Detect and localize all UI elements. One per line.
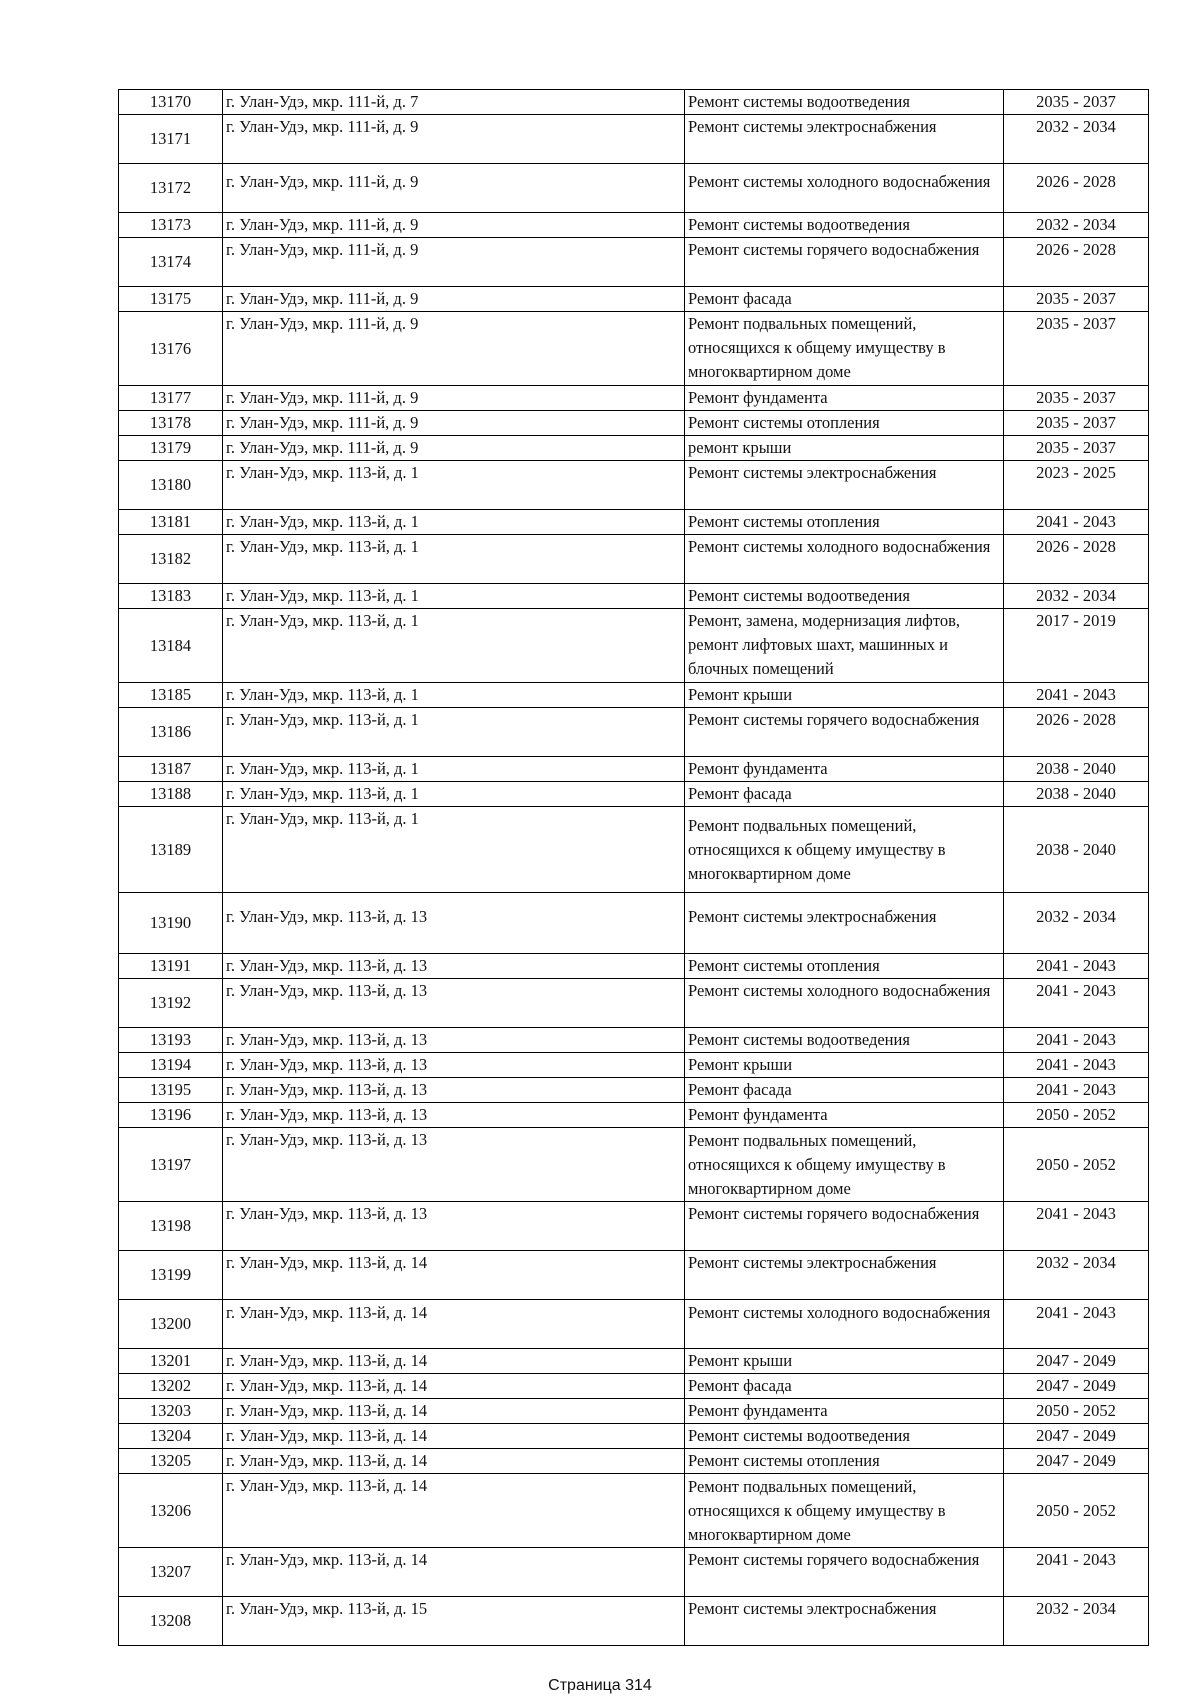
work-type-cell: Ремонт фасада	[685, 287, 1004, 312]
table-row	[119, 1128, 1149, 1202]
row-number-cell: 13194	[119, 1053, 223, 1078]
period-cell: 2023 - 2025	[1004, 461, 1149, 510]
work-type-cell: Ремонт системы отопления	[685, 510, 1004, 535]
period-cell: 2032 - 2034	[1004, 1597, 1149, 1646]
work-type-cell: Ремонт системы отопления	[685, 1449, 1004, 1474]
table-row	[119, 1300, 1149, 1349]
address-cell: г. Улан-Удэ, мкр. 113-й, д. 14	[223, 1399, 685, 1424]
row-number-cell: 13181	[119, 510, 223, 535]
address-cell: г. Улан-Удэ, мкр. 113-й, д. 1	[223, 807, 685, 893]
address-cell: г. Улан-Удэ, мкр. 113-й, д. 15	[223, 1597, 685, 1646]
address-cell: г. Улан-Удэ, мкр. 113-й, д. 1	[223, 535, 685, 584]
table-row	[119, 954, 1149, 979]
table-row	[119, 1399, 1149, 1424]
period-cell: 2035 - 2037	[1004, 90, 1149, 115]
row-number-cell: 13190	[119, 893, 223, 954]
address-cell: г. Улан-Удэ, мкр. 113-й, д. 1	[223, 757, 685, 782]
work-type-cell: Ремонт фундамента	[685, 757, 1004, 782]
table-row	[119, 90, 1149, 115]
period-cell: 2035 - 2037	[1004, 312, 1149, 386]
row-number-cell: 13184	[119, 609, 223, 683]
address-cell: г. Улан-Удэ, мкр. 111-й, д. 9	[223, 213, 685, 238]
row-number-cell: 13196	[119, 1103, 223, 1128]
table-row	[119, 1424, 1149, 1449]
work-type-cell: Ремонт системы горячего водоснабжения	[685, 708, 1004, 757]
period-cell: 2038 - 2040	[1004, 782, 1149, 807]
table-row	[119, 115, 1149, 164]
work-type-cell: Ремонт подвальных помещений, относящихся к общему имуществу в многоквартирном доме	[685, 807, 1004, 893]
work-type-cell: Ремонт системы отопления	[685, 954, 1004, 979]
table-row	[119, 411, 1149, 436]
address-cell: г. Улан-Удэ, мкр. 113-й, д. 1	[223, 782, 685, 807]
period-cell: 2050 - 2052	[1004, 1128, 1149, 1202]
period-cell: 2041 - 2043	[1004, 954, 1149, 979]
address-cell: г. Улан-Удэ, мкр. 111-й, д. 9	[223, 164, 685, 213]
work-type-cell: Ремонт фундамента	[685, 1103, 1004, 1128]
address-cell: г. Улан-Удэ, мкр. 113-й, д. 1	[223, 510, 685, 535]
work-type-cell: Ремонт подвальных помещений, относящихся к общему имуществу в многоквартирном доме	[685, 1128, 1004, 1202]
work-type-cell: Ремонт фасада	[685, 1078, 1004, 1103]
table-row	[119, 238, 1149, 287]
row-number-cell: 13204	[119, 1424, 223, 1449]
period-cell: 2047 - 2049	[1004, 1374, 1149, 1399]
address-cell: г. Улан-Удэ, мкр. 113-й, д. 13	[223, 1028, 685, 1053]
table-row	[119, 1548, 1149, 1597]
table-body	[119, 90, 1149, 1646]
period-cell: 2047 - 2049	[1004, 1424, 1149, 1449]
work-schedule-table	[118, 89, 1149, 1646]
table-row	[119, 782, 1149, 807]
row-number-cell: 13185	[119, 683, 223, 708]
row-number-cell: 13200	[119, 1300, 223, 1349]
row-number-cell: 13201	[119, 1349, 223, 1374]
work-type-cell: Ремонт подвальных помещений, относящихся к общему имуществу в многоквартирном доме	[685, 312, 1004, 386]
table-row	[119, 757, 1149, 782]
table-row	[119, 1202, 1149, 1251]
period-cell: 2050 - 2052	[1004, 1399, 1149, 1424]
address-cell: г. Улан-Удэ, мкр. 111-й, д. 9	[223, 436, 685, 461]
row-number-cell: 13208	[119, 1597, 223, 1646]
period-cell: 2047 - 2049	[1004, 1449, 1149, 1474]
period-cell: 2050 - 2052	[1004, 1103, 1149, 1128]
table-row	[119, 979, 1149, 1028]
work-type-cell: Ремонт системы водоотведения	[685, 213, 1004, 238]
row-number-cell: 13188	[119, 782, 223, 807]
address-cell: г. Улан-Удэ, мкр. 113-й, д. 1	[223, 609, 685, 683]
address-cell: г. Улан-Удэ, мкр. 113-й, д. 13	[223, 1128, 685, 1202]
address-cell: г. Улан-Удэ, мкр. 113-й, д. 14	[223, 1548, 685, 1597]
period-cell: 2038 - 2040	[1004, 757, 1149, 782]
table-row	[119, 1078, 1149, 1103]
period-cell: 2041 - 2043	[1004, 510, 1149, 535]
address-cell: г. Улан-Удэ, мкр. 113-й, д. 13	[223, 1202, 685, 1251]
address-cell: г. Улан-Удэ, мкр. 111-й, д. 9	[223, 238, 685, 287]
table-row	[119, 312, 1149, 386]
row-number-cell: 13195	[119, 1078, 223, 1103]
period-cell: 2035 - 2037	[1004, 436, 1149, 461]
row-number-cell: 13207	[119, 1548, 223, 1597]
period-cell: 2032 - 2034	[1004, 584, 1149, 609]
work-type-cell: Ремонт системы горячего водоснабжения	[685, 238, 1004, 287]
period-cell: 2032 - 2034	[1004, 1251, 1149, 1300]
row-number-cell: 13189	[119, 807, 223, 893]
work-type-cell: ремонт крыши	[685, 436, 1004, 461]
row-number-cell: 13193	[119, 1028, 223, 1053]
row-number-cell: 13197	[119, 1128, 223, 1202]
table-row	[119, 609, 1149, 683]
address-cell: г. Улан-Удэ, мкр. 111-й, д. 9	[223, 386, 685, 411]
work-type-cell: Ремонт системы электроснабжения	[685, 461, 1004, 510]
address-cell: г. Улан-Удэ, мкр. 113-й, д. 13	[223, 1078, 685, 1103]
row-number-cell: 13183	[119, 584, 223, 609]
table-row	[119, 535, 1149, 584]
period-cell: 2050 - 2052	[1004, 1474, 1149, 1548]
work-type-cell: Ремонт системы электроснабжения	[685, 115, 1004, 164]
row-number-cell: 13187	[119, 757, 223, 782]
table-row	[119, 584, 1149, 609]
period-cell: 2032 - 2034	[1004, 213, 1149, 238]
table-row	[119, 164, 1149, 213]
period-cell: 2041 - 2043	[1004, 1300, 1149, 1349]
row-number-cell: 13199	[119, 1251, 223, 1300]
row-number-cell: 13203	[119, 1399, 223, 1424]
address-cell: г. Улан-Удэ, мкр. 113-й, д. 13	[223, 893, 685, 954]
row-number-cell: 13173	[119, 213, 223, 238]
row-number-cell: 13180	[119, 461, 223, 510]
table-row	[119, 683, 1149, 708]
period-cell: 2026 - 2028	[1004, 535, 1149, 584]
table-row	[119, 1349, 1149, 1374]
period-cell: 2017 - 2019	[1004, 609, 1149, 683]
address-cell: г. Улан-Удэ, мкр. 113-й, д. 1	[223, 461, 685, 510]
period-cell: 2032 - 2034	[1004, 893, 1149, 954]
row-number-cell: 13177	[119, 386, 223, 411]
period-cell: 2041 - 2043	[1004, 1078, 1149, 1103]
work-type-cell: Ремонт системы электроснабжения	[685, 1251, 1004, 1300]
table-row	[119, 1597, 1149, 1646]
table-row	[119, 213, 1149, 238]
row-number-cell: 13205	[119, 1449, 223, 1474]
row-number-cell: 13202	[119, 1374, 223, 1399]
period-cell: 2032 - 2034	[1004, 115, 1149, 164]
address-cell: г. Улан-Удэ, мкр. 113-й, д. 14	[223, 1449, 685, 1474]
table-row	[119, 510, 1149, 535]
work-type-cell: Ремонт системы водоотведения	[685, 1028, 1004, 1053]
period-cell: 2041 - 2043	[1004, 979, 1149, 1028]
table-row	[119, 1028, 1149, 1053]
address-cell: г. Улан-Удэ, мкр. 113-й, д. 1	[223, 683, 685, 708]
table-row	[119, 807, 1149, 893]
work-type-cell: Ремонт фундамента	[685, 1399, 1004, 1424]
row-number-cell: 13176	[119, 312, 223, 386]
work-type-cell: Ремонт системы холодного водоснабжения	[685, 164, 1004, 213]
period-cell: 2041 - 2043	[1004, 1202, 1149, 1251]
work-type-cell: Ремонт фасада	[685, 782, 1004, 807]
address-cell: г. Улан-Удэ, мкр. 111-й, д. 9	[223, 312, 685, 386]
row-number-cell: 13175	[119, 287, 223, 312]
work-type-cell: Ремонт крыши	[685, 683, 1004, 708]
row-number-cell: 13170	[119, 90, 223, 115]
period-cell: 2035 - 2037	[1004, 386, 1149, 411]
row-number-cell: 13192	[119, 979, 223, 1028]
period-cell: 2026 - 2028	[1004, 708, 1149, 757]
table-row	[119, 461, 1149, 510]
page-number: Страница 314	[548, 1677, 652, 1694]
table-row	[119, 1374, 1149, 1399]
row-number-cell: 13182	[119, 535, 223, 584]
work-type-cell: Ремонт крыши	[685, 1053, 1004, 1078]
table-row	[119, 708, 1149, 757]
address-cell: г. Улан-Удэ, мкр. 113-й, д. 1	[223, 708, 685, 757]
address-cell: г. Улан-Удэ, мкр. 111-й, д. 7	[223, 90, 685, 115]
table-row	[119, 1449, 1149, 1474]
table-row	[119, 1251, 1149, 1300]
work-type-cell: Ремонт системы водоотведения	[685, 1424, 1004, 1449]
work-type-cell: Ремонт фундамента	[685, 386, 1004, 411]
table-row	[119, 1103, 1149, 1128]
work-type-cell: Ремонт системы холодного водоснабжения	[685, 1300, 1004, 1349]
period-cell: 2041 - 2043	[1004, 683, 1149, 708]
period-cell: 2041 - 2043	[1004, 1053, 1149, 1078]
period-cell: 2035 - 2037	[1004, 411, 1149, 436]
row-number-cell: 13206	[119, 1474, 223, 1548]
work-type-cell: Ремонт, замена, модернизация лифтов, ремонт лифтовых шахт, машинных и блочных помещений	[685, 609, 1004, 683]
row-number-cell: 13198	[119, 1202, 223, 1251]
address-cell: г. Улан-Удэ, мкр. 113-й, д. 13	[223, 1103, 685, 1128]
row-number-cell: 13172	[119, 164, 223, 213]
address-cell: г. Улан-Удэ, мкр. 113-й, д. 14	[223, 1474, 685, 1548]
table-row	[119, 436, 1149, 461]
address-cell: г. Улан-Удэ, мкр. 113-й, д. 14	[223, 1349, 685, 1374]
work-type-cell: Ремонт системы водоотведения	[685, 584, 1004, 609]
row-number-cell: 13179	[119, 436, 223, 461]
address-cell: г. Улан-Удэ, мкр. 113-й, д. 13	[223, 1053, 685, 1078]
row-number-cell: 13174	[119, 238, 223, 287]
work-type-cell: Ремонт крыши	[685, 1349, 1004, 1374]
period-cell: 2038 - 2040	[1004, 807, 1149, 893]
work-type-cell: Ремонт фасада	[685, 1374, 1004, 1399]
row-number-cell: 13171	[119, 115, 223, 164]
work-type-cell: Ремонт системы водоотведения	[685, 90, 1004, 115]
address-cell: г. Улан-Удэ, мкр. 111-й, д. 9	[223, 287, 685, 312]
address-cell: г. Улан-Удэ, мкр. 111-й, д. 9	[223, 115, 685, 164]
address-cell: г. Улан-Удэ, мкр. 113-й, д. 14	[223, 1300, 685, 1349]
work-type-cell: Ремонт системы холодного водоснабжения	[685, 979, 1004, 1028]
period-cell: 2041 - 2043	[1004, 1548, 1149, 1597]
address-cell: г. Улан-Удэ, мкр. 113-й, д. 14	[223, 1424, 685, 1449]
row-number-cell: 13191	[119, 954, 223, 979]
address-cell: г. Улан-Удэ, мкр. 111-й, д. 9	[223, 411, 685, 436]
address-cell: г. Улан-Удэ, мкр. 113-й, д. 13	[223, 954, 685, 979]
period-cell: 2041 - 2043	[1004, 1028, 1149, 1053]
work-type-cell: Ремонт системы электроснабжения	[685, 1597, 1004, 1646]
table-row	[119, 1474, 1149, 1548]
work-type-cell: Ремонт системы холодного водоснабжения	[685, 535, 1004, 584]
work-type-cell: Ремонт системы горячего водоснабжения	[685, 1202, 1004, 1251]
table-row	[119, 287, 1149, 312]
work-type-cell: Ремонт системы электроснабжения	[685, 893, 1004, 954]
row-number-cell: 13178	[119, 411, 223, 436]
period-cell: 2026 - 2028	[1004, 164, 1149, 213]
table-row	[119, 386, 1149, 411]
table-row	[119, 893, 1149, 954]
work-type-cell: Ремонт системы горячего водоснабжения	[685, 1548, 1004, 1597]
table-row	[119, 1053, 1149, 1078]
address-cell: г. Улан-Удэ, мкр. 113-й, д. 14	[223, 1251, 685, 1300]
period-cell: 2047 - 2049	[1004, 1349, 1149, 1374]
work-type-cell: Ремонт подвальных помещений, относящихся к общему имуществу в многоквартирном доме	[685, 1474, 1004, 1548]
period-cell: 2026 - 2028	[1004, 238, 1149, 287]
period-cell: 2035 - 2037	[1004, 287, 1149, 312]
address-cell: г. Улан-Удэ, мкр. 113-й, д. 13	[223, 979, 685, 1028]
work-type-cell: Ремонт системы отопления	[685, 411, 1004, 436]
row-number-cell: 13186	[119, 708, 223, 757]
address-cell: г. Улан-Удэ, мкр. 113-й, д. 14	[223, 1374, 685, 1399]
address-cell: г. Улан-Удэ, мкр. 113-й, д. 1	[223, 584, 685, 609]
